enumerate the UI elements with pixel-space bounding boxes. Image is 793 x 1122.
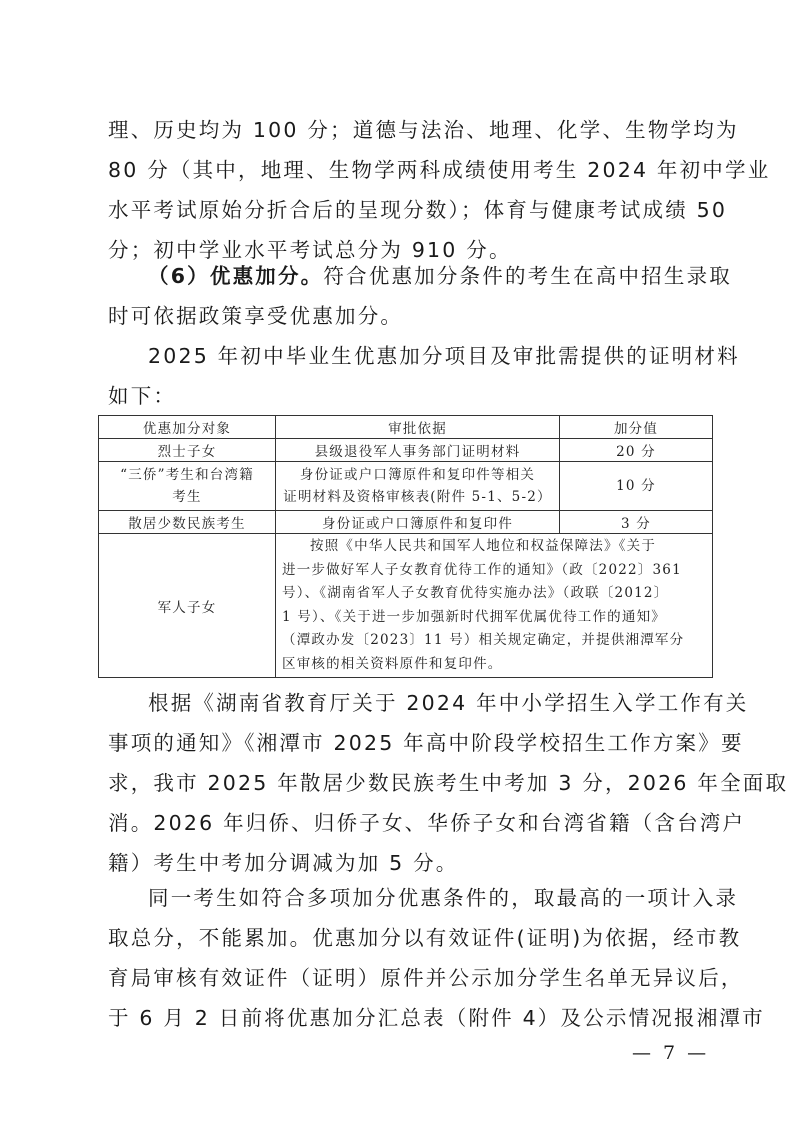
- text-line: 籍）考生中考加分调减为加 5 分。: [108, 851, 459, 875]
- text-line: 80 分（其中，地理、生物学两科成绩使用考生 2024 年初中学业: [108, 158, 771, 182]
- paragraph-table-intro: [108, 336, 740, 416]
- cell-basis: 县级退役军人事务部门证明材料: [276, 439, 560, 462]
- text-line: 理、历史均为 100 分；道德与法治、地理、化学、生物学均为: [108, 118, 739, 142]
- cell-basis: [276, 534, 713, 678]
- cell-line: 证明材料及资格审核表(附件 5-1、5-2）: [283, 489, 552, 505]
- text-line: 求，我市 2025 年散居少数民族考生中考加 3 分，2026 年全面取: [108, 771, 789, 795]
- cell-points: 20 分: [560, 439, 713, 462]
- cell-line: 号）、《湖南省军人子女教育优待实施办法》（政联〔2012〕: [282, 585, 669, 601]
- bonus-points-table: [98, 415, 713, 678]
- text-line: 于 6 月 2 日前将优惠加分汇总表（附件 4）及公示情况报湘潭市: [108, 1006, 765, 1030]
- table-row: [99, 462, 713, 511]
- cell-target: 烈士子女: [99, 439, 276, 462]
- text-line: 根据《湖南省教育厅关于 2024 年中小学招生入学工作有关: [148, 691, 749, 715]
- table-row: [99, 439, 713, 462]
- section-heading: （6）优惠加分。: [148, 264, 324, 288]
- cell-line: 身份证或户口簿原件和复印件等相关: [299, 467, 536, 483]
- text-line: 水平考试原始分折合后的呈现分数）；体育与健康考试成绩 50: [108, 198, 728, 222]
- cell-basis: 身份证或户口簿原件和复印件: [276, 511, 560, 534]
- cell-line: 进一步做好军人子女教育优待工作的通知》（政〔2022〕361: [282, 561, 682, 578]
- cell-line: “三侨”考生和台湾籍: [120, 467, 254, 483]
- cell-target: 军人子女: [99, 534, 276, 678]
- text-line: 取总分，不能累加。优惠加分以有效证件(证明)为依据，经市教: [108, 926, 742, 950]
- text-line: [108, 256, 732, 296]
- cell-target: 散居少数民族考生: [99, 511, 276, 534]
- table-header-row: [99, 416, 713, 439]
- header-target: 优惠加分对象: [99, 416, 276, 439]
- cell-line: 考生: [172, 489, 202, 505]
- header-basis: 审批依据: [276, 416, 560, 439]
- paragraph-bonus-points: [108, 256, 732, 336]
- text-line: 时可依据政策享受优惠加分。: [108, 304, 404, 328]
- cell-line: 1 号）、《关于进一步加强新时代拥军优属优待工作的通知》: [282, 608, 666, 625]
- cell-basis: [276, 462, 560, 511]
- text-line: 如下：: [108, 384, 177, 408]
- text-span: 符合优惠加分条件的考生在高中招生录取: [323, 264, 732, 288]
- table-row: [99, 511, 713, 534]
- table-row: [99, 534, 713, 678]
- paragraph-policy-change: [108, 683, 789, 883]
- header-points: 加分值: [560, 416, 713, 439]
- text-line: 2025 年初中毕业生优惠加分项目及审批需提供的证明材料: [148, 344, 740, 368]
- cell-line: 按照《中华人民共和国军人地位和权益保障法》《关于: [310, 538, 657, 554]
- cell-line: （潭政办发〔2023〕11 号）相关规定确定，并提供湘潭军分: [282, 632, 685, 648]
- text-line: 事项的通知》《湘潭市 2025 年高中阶段学校招生工作方案》要: [108, 731, 744, 755]
- cell-points: 3 分: [560, 511, 713, 534]
- text-line: 消。2026 年归侨、归侨子女、华侨子女和台湾省籍（含台湾户: [108, 811, 746, 835]
- cell-line: 区审核的相关资料原件和复印件。: [282, 655, 503, 672]
- text-line: 分；初中学业水平考试总分为 910 分。: [108, 238, 512, 262]
- paragraph-multiple-bonus: [108, 878, 765, 1038]
- page-number: — 7 —: [632, 1042, 710, 1064]
- cell-target: [99, 462, 276, 511]
- paragraph-score-totals: [108, 110, 771, 270]
- cell-points: 10 分: [560, 462, 713, 511]
- text-line: 同一考生如符合多项加分优惠条件的，取最高的一项计入录: [148, 886, 739, 910]
- text-line: 育局审核有效证件（证明）原件并公示加分学生名单无异议后，: [108, 966, 744, 990]
